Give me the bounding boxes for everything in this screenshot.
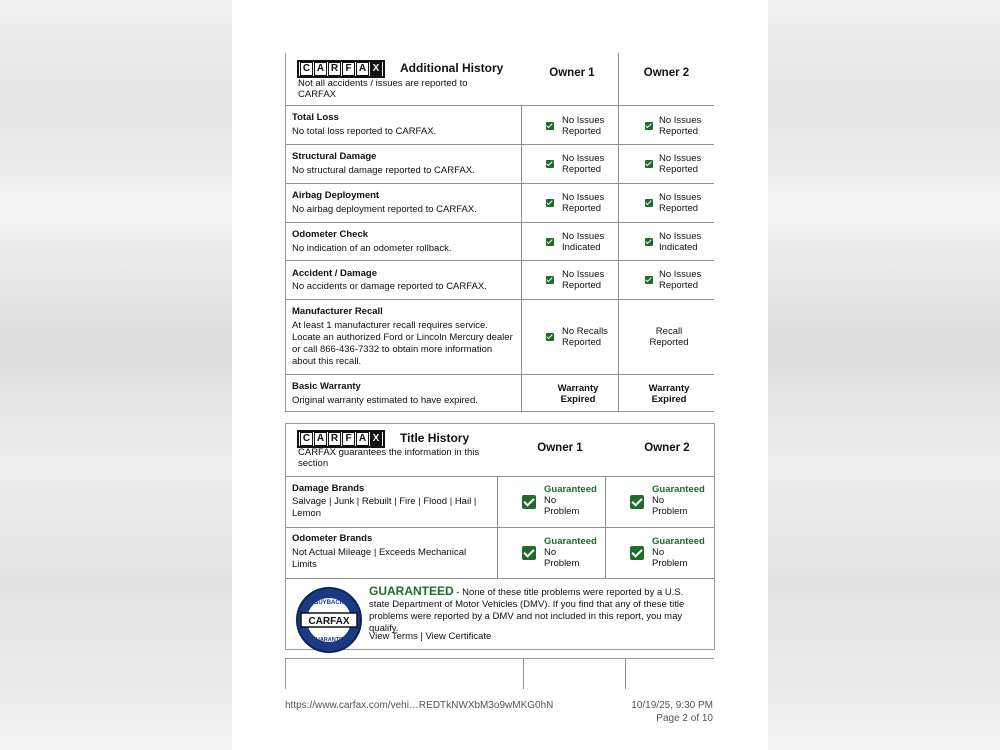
check-icon: [546, 160, 554, 168]
footer-url: https://www.carfax.com/vehi…REDTkNWXbM3o9wMKG0hN: [285, 700, 554, 711]
title-history-section: C A R F A X Title History CARFAX guarantees the information in this section Owner 1 Owner 2 Damage Brands Salvage | Junk | Rebuilt | Fire | Flood | Hail | Lemon Guaranteed No Problem Guaranteed No Problem Odometer Brands Not Actual Mileage | Exceeds Mechanical Limits Guaranteed No Problem Guaranteed No Problem CARFAX BUYBACK GUARANTEE GUARANTEED - None of these title problems were reported by a U.S. state Department of Motor Vehicles (DMV). If you find that any of these title problems were reported by a DMV and not included in this report, you may qualify. View Terms | View Certificate: [285, 423, 715, 650]
blurred-background-right: [768, 0, 1000, 750]
check-icon: [645, 276, 653, 284]
check-icon: [522, 495, 536, 509]
guarantee-text: GUARANTEED - None of these title problems were reported by a U.S. state Department of Motor Vehicles (DMV). If you find that any of these title problems were reported by a DMV and not included in this report, you may qualify.: [369, 584, 685, 634]
guarantee-links: View Terms | View Certificate: [369, 631, 492, 642]
footer-page: Page 2 of 10: [656, 713, 713, 724]
check-icon: [546, 333, 554, 341]
view-certificate-link[interactable]: View Certificate: [425, 631, 492, 642]
buyback-guarantee-seal: [296, 587, 362, 653]
seal-carfax-text: CARFAX: [308, 616, 350, 627]
check-icon: [645, 199, 653, 207]
title-history-title: Title History: [400, 431, 470, 445]
check-icon: [645, 122, 653, 130]
check-icon: [546, 199, 554, 207]
seal-top-text: BUYBACK: [314, 600, 344, 606]
title-history-subtitle: CARFAX guarantees the information in this section: [298, 447, 480, 469]
check-icon: [645, 160, 653, 168]
next-section-partial: [285, 658, 714, 689]
check-icon: [546, 122, 554, 130]
seal-bottom-text: GUARANTEE: [311, 637, 347, 643]
check-icon: [630, 546, 644, 560]
additional-history-section: C A R F A X Additional History Not all accidents / issues are reported to CARFAX Owner 1 Owner 2 Total Loss No total loss reported to CARFAX. No Issues Reported No Issues Reported Structural Damage No structural damage reported to CARFAX. No Issues Reported No Issues Reported Airbag Deployment No airbag deployment reported to CARFAX. No Issues Reported No Issues Reported Odometer Check No indication of an odometer rollback. No Issues Indicated No Issues Indicated Accident / Damage No accidents or damage reported to CARFAX. No Issues Reported No Issues Reported Manufacturer Recall At least 1 manufacturer recall requires service. Locate an authorized Ford or Lincoln Mercury dealer or call 866-436-7332 to obtain more information about this recall. No Recalls Reported Recall Reported Basic Warranty Original warranty estimated to have expired. Warranty Expired Warranty Expired: [285, 53, 714, 412]
guarantee-heading: GUARANTEED: [369, 584, 454, 598]
footer-datetime: 10/19/25, 9:30 PM: [631, 700, 713, 711]
check-icon: [645, 238, 653, 246]
owner1-header: Owner 1: [537, 442, 583, 454]
check-icon: [546, 238, 554, 246]
view-terms-link[interactable]: View Terms: [369, 631, 418, 642]
additional-history-title: Additional History: [400, 61, 504, 75]
additional-history-subtitle: Not all accidents / issues are reported to CARFAX: [298, 78, 468, 100]
report-page: [232, 0, 768, 750]
check-icon: [546, 276, 554, 284]
carfax-logo: C A R F A X: [297, 60, 385, 78]
owner2-header: Owner 2: [644, 442, 690, 454]
carfax-logo: C A R F A X: [297, 430, 385, 448]
check-icon: [630, 495, 644, 509]
check-icon: [522, 546, 536, 560]
owner1-header: Owner 1: [549, 67, 595, 79]
owner2-header: Owner 2: [643, 67, 690, 79]
blurred-background-left: [0, 0, 232, 750]
